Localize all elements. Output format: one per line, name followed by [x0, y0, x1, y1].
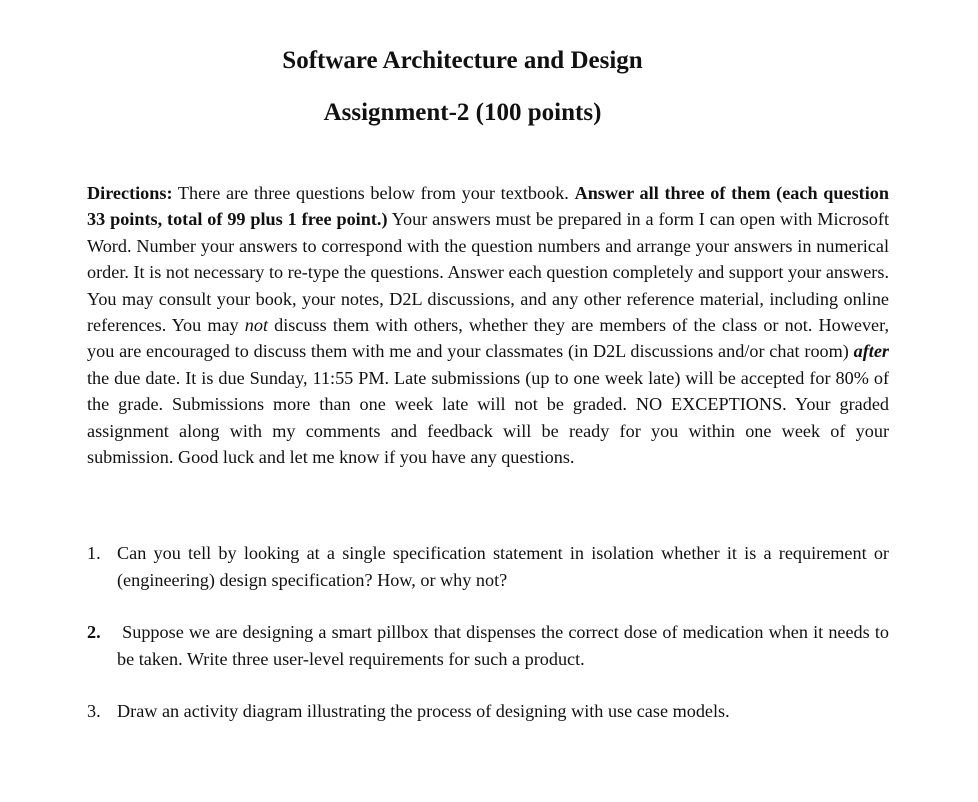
question-item-3	[87, 698, 889, 725]
document-title: Software Architecture and Design	[282, 47, 643, 74]
directions-emphasis-after: after	[853, 341, 889, 362]
directions-paragraph	[87, 180, 889, 470]
document-subtitle: Assignment-2 (100 points)	[323, 99, 602, 126]
directions-label: Directions:	[87, 183, 173, 203]
question-number: 3.	[87, 701, 101, 721]
question-text: Draw an activity diagram illustrating the process of designing with use case models.	[117, 701, 730, 721]
question-item-2	[87, 619, 889, 673]
question-number: 1.	[87, 543, 101, 563]
directions-bold-text: Answer all three of them (each question 33 points, total of 99 plus 1 free point.)	[87, 183, 889, 230]
directions-text-3: discuss them with others, whether they are members of the class or not. However, you are encouraged to discuss them with me and your classmates (in D2L discussions and/or chat room)	[87, 315, 889, 362]
directions-text-2: Your answers must be prepared in a form I can open with Microsoft Word. Number your answers to correspond with the question numbers and arrange your answers in numerical order. It is not necessary to re-type the questions. Answer each question completely and support your answers. You may consult your book, your notes, D2L discussions, and any other reference material, including online references. You may	[87, 209, 890, 336]
directions-text-4: the due date. It is due Sunday, 11:55 PM. Late submissions (up to one week late) will be accepted for 80% of the grade. Submissions more than one week late will not be graded. NO EXCEPTIONS. Your graded assignment along with my comments and feedback will be ready for you within one week of your submission. Good luck and let me know if you have any questions.	[87, 367, 889, 468]
question-text: Suppose we are designing a smart pillbox that dispenses the correct dose of medication when it needs to be taken. Write three user-level requirements for such a product.	[117, 622, 889, 669]
question-text: Can you tell by looking at a single specification statement in isolation whether it is a requirement or (engineering) design specification? How, or why not?	[117, 543, 889, 590]
questions-list	[87, 540, 889, 725]
question-item-1	[87, 540, 889, 594]
directions-text-1: There are three questions below from your textbook.	[172, 183, 575, 203]
question-number: 2.	[87, 622, 101, 642]
directions-italic-not: not	[244, 315, 269, 336]
